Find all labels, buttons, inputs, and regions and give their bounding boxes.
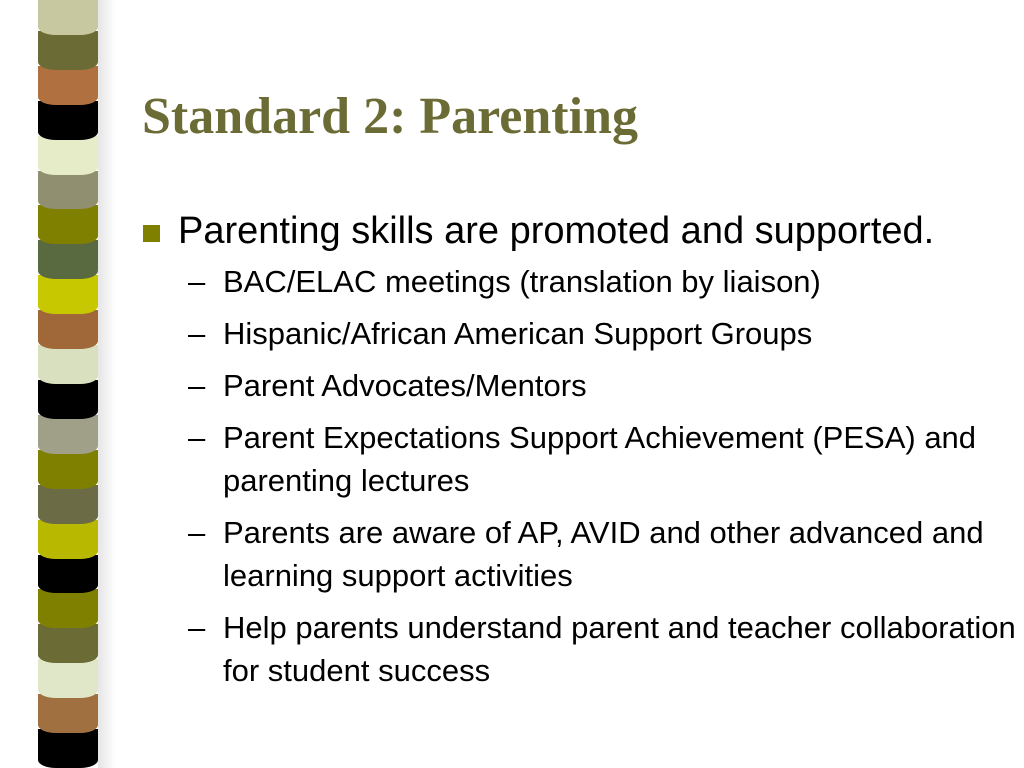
sub-bullet-text: Hispanic/African American Support Groups xyxy=(223,316,813,351)
stripe-band xyxy=(38,205,98,244)
sub-bullet-text: Parent Advocates/Mentors xyxy=(223,368,587,403)
sub-bullet-text: Parents are aware of AP, AVID and other advanced and learning support activities xyxy=(223,515,984,593)
dash-bullet-icon: – xyxy=(188,420,206,455)
sub-bullet xyxy=(142,364,1022,407)
slide-title: Standard 2: Parenting xyxy=(142,88,638,145)
sub-bullet-text: BAC/ELAC meetings (translation by liaison) xyxy=(223,264,821,299)
decorative-stripe xyxy=(38,0,98,768)
stripe-band xyxy=(38,589,98,628)
stripe-band xyxy=(38,275,98,314)
sub-bullet-text: Help parents understand parent and teacher collaboration for student success xyxy=(223,610,1016,688)
stripe-band xyxy=(38,0,98,35)
stripe-band xyxy=(38,485,98,524)
square-bullet-icon xyxy=(143,225,160,242)
dash-bullet-icon: – xyxy=(188,515,206,550)
stripe-band xyxy=(38,624,98,663)
stripe-band xyxy=(38,729,98,768)
stripe-band xyxy=(38,240,98,279)
slide-body xyxy=(142,208,1022,701)
stripe-band xyxy=(38,694,98,733)
dash-bullet-icon: – xyxy=(188,316,206,351)
stripe-band xyxy=(38,450,98,489)
stripe-band xyxy=(38,101,98,140)
stripe-band xyxy=(38,415,98,454)
stripe-band xyxy=(38,171,98,210)
sub-bullet xyxy=(142,416,1022,502)
dash-bullet-icon: – xyxy=(188,368,206,403)
main-bullet-text: Parenting skills are promoted and supported. xyxy=(178,210,935,252)
stripe-band xyxy=(38,66,98,105)
main-bullet xyxy=(142,208,1022,254)
sub-bullet-text: Parent Expectations Support Achievement (PESA) and parenting lectures xyxy=(223,420,977,498)
stripe-band xyxy=(38,520,98,559)
sub-bullet xyxy=(142,260,1022,303)
stripe-band xyxy=(38,345,98,384)
sub-bullet xyxy=(142,606,1022,692)
stripe-band xyxy=(38,31,98,70)
stripe-band xyxy=(38,380,98,419)
sub-bullet xyxy=(142,511,1022,597)
stripe-band xyxy=(38,659,98,698)
stripe-band xyxy=(38,555,98,594)
sub-bullet-list xyxy=(142,260,1022,692)
stripe-shadow xyxy=(98,0,116,768)
sub-bullet xyxy=(142,312,1022,355)
stripe-band xyxy=(38,310,98,349)
stripe-band xyxy=(38,136,98,175)
dash-bullet-icon: – xyxy=(188,610,206,645)
dash-bullet-icon: – xyxy=(188,264,206,299)
